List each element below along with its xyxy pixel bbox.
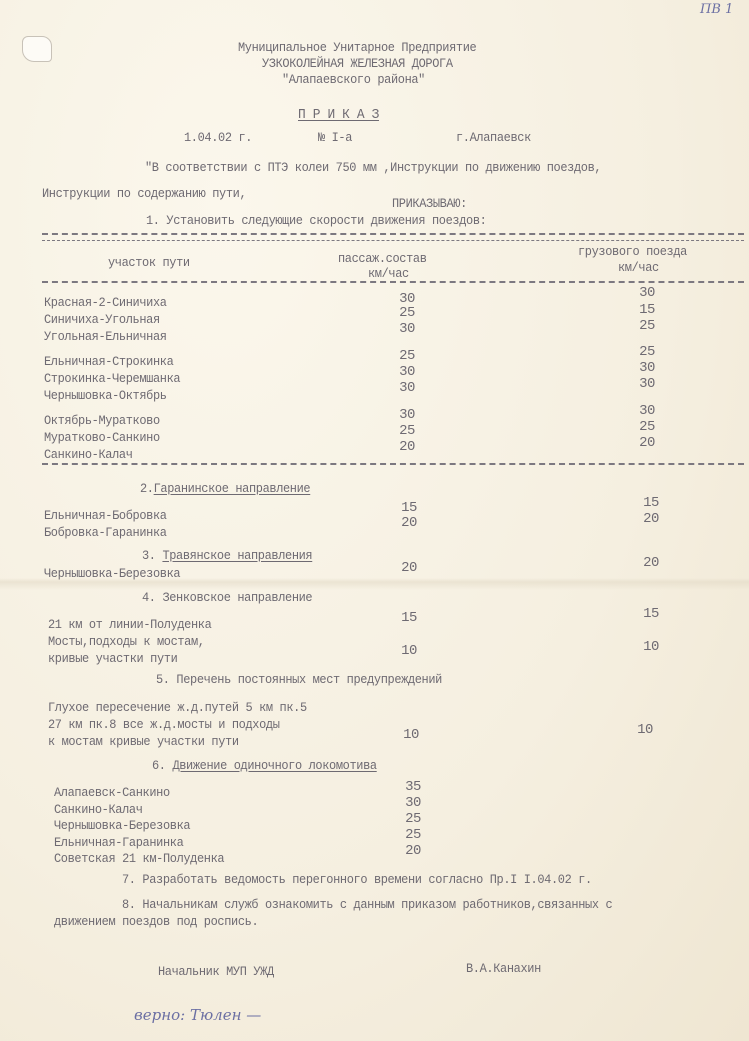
freight-speed: 30 xyxy=(639,403,655,419)
handwritten-certification: верно: Тюлен — xyxy=(134,1006,262,1024)
route-name: Ельничная-Строкинка xyxy=(44,354,174,369)
table-top-rule-2 xyxy=(42,240,744,241)
locomotive-speed: 25 xyxy=(405,827,421,843)
freight-speed: 20 xyxy=(643,511,659,527)
passenger-speed: 15 xyxy=(401,500,417,516)
route-name: Советская 21 км-Полуденка xyxy=(54,851,225,866)
warning-place-line-1: Глухое пересечение ж.д.путей 5 км пк.5 xyxy=(48,700,307,715)
passenger-speed: 25 xyxy=(399,423,415,439)
freight-speed: 25 xyxy=(639,344,655,360)
order-city: г.Алапаевск xyxy=(456,130,531,145)
column-header-freight: грузового поезда xyxy=(578,244,687,259)
table-header-rule xyxy=(42,281,744,283)
header-line-2: УЗКОКОЛЕЙНАЯ ЖЕЛЕЗНАЯ ДОРОГА xyxy=(262,56,453,71)
signatory-position: Начальник МУП УЖД xyxy=(158,964,274,979)
warning-place-line-2: 27 км пк.8 все ж.д.мосты и подходы xyxy=(48,717,280,732)
order-number: № I-а xyxy=(318,130,353,145)
preamble-line-1: "В соответствии с ПТЭ колеи 750 мм ,Инструкции по движению поездов, xyxy=(145,160,602,175)
column-header-freight-unit: км/час xyxy=(618,260,659,275)
route-name: Алапаевск-Санкино xyxy=(54,785,170,800)
item-8-line-1: 8. Начальникам служб ознакомить с данным приказом работников,связанных с xyxy=(122,897,613,912)
section-4-heading xyxy=(142,590,312,605)
freight-speed: 30 xyxy=(639,376,655,392)
freight-speed: 20 xyxy=(639,435,655,451)
passenger-speed: 25 xyxy=(399,348,415,364)
route-name: Санкино-Калач xyxy=(54,802,143,817)
section-3-title: Травянское направления xyxy=(162,548,313,563)
route-name-line-1: Мосты,подходы к мостам, xyxy=(48,634,205,649)
item-1: 1. Установить следующие скорости движения поездов: xyxy=(146,213,487,228)
section-2-title: Гаранинское направление xyxy=(153,481,311,496)
item-7: 7. Разработать ведомость перегонного времени согласно Пр.I I.04.02 г. xyxy=(122,872,592,887)
passenger-speed: 15 xyxy=(401,610,417,626)
passenger-speed: 20 xyxy=(399,439,415,455)
freight-speed: 25 xyxy=(639,419,655,435)
route-name: 21 км от линии-Полуденка xyxy=(48,617,212,632)
section-4-title: Зенковское направление xyxy=(162,590,313,605)
freight-speed: 15 xyxy=(643,495,659,511)
preamble-line-2: Инструкции по содержанию пути, xyxy=(42,186,247,201)
section-4-number: 4. xyxy=(142,590,156,605)
warning-place-line-3: к мостам кривые участки пути xyxy=(48,734,239,749)
header-line-3: "Алапаевского района" xyxy=(282,72,426,87)
route-name: Ельничная-Гаранинка xyxy=(54,835,184,850)
order-word: ПРИКАЗЫВАЮ: xyxy=(392,196,467,211)
passenger-speed: 30 xyxy=(399,407,415,423)
section-5-heading: 5. Перечень постоянных мест предупреждений xyxy=(156,672,442,687)
route-name: Чернышовка-Березовка xyxy=(54,818,191,833)
passenger-speed: 30 xyxy=(399,321,415,337)
route-name-line-2: кривые участки пути xyxy=(48,651,178,666)
route-name: Строкинка-Черемшанка xyxy=(44,371,181,386)
section-6-number: 6. xyxy=(152,758,166,773)
locomotive-speed: 30 xyxy=(405,795,421,811)
column-header-passenger: пассаж.состав xyxy=(338,251,427,266)
route-name: Санкино-Калач xyxy=(44,447,133,462)
corner-handwritten-mark: ПВ 1 xyxy=(700,2,734,17)
paper-tear-mark xyxy=(22,36,52,62)
freight-speed: 15 xyxy=(639,302,655,318)
locomotive-speed: 35 xyxy=(405,779,421,795)
freight-speed: 30 xyxy=(639,285,655,301)
freight-speed: 15 xyxy=(643,606,659,622)
freight-speed: 20 xyxy=(643,555,659,571)
freight-speed: 30 xyxy=(639,360,655,376)
signatory-name: В.А.Канахин xyxy=(466,961,541,976)
route-name: Угольная-Ельничная xyxy=(44,329,167,344)
passenger-speed: 20 xyxy=(401,515,417,531)
route-name: Бобровка-Гаранинка xyxy=(44,525,167,540)
passenger-speed: 20 xyxy=(401,560,417,576)
passenger-speed: 25 xyxy=(399,305,415,321)
header-line-1: Муниципальное Унитарное Предприятие xyxy=(238,40,477,55)
order-date: 1.04.02 г. xyxy=(184,130,253,145)
locomotive-speed: 20 xyxy=(405,843,421,859)
column-header-passenger-unit: км/час xyxy=(368,266,409,281)
route-name: Чернышовка-Октябрь xyxy=(44,388,167,403)
section-6-heading xyxy=(152,758,377,773)
passenger-speed: 10 xyxy=(403,727,419,743)
freight-speed: 25 xyxy=(639,318,655,334)
section-2-number: 2. xyxy=(140,481,154,496)
section-6-title: Движение одиночного локомотива xyxy=(172,758,377,773)
freight-speed: 10 xyxy=(643,639,659,655)
route-name: Красная-2-Синичиха xyxy=(44,295,167,310)
item-8-line-2: движением поездов под роспись. xyxy=(54,914,259,929)
route-name: Чернышовка-Березовка xyxy=(44,566,181,581)
route-name: Ельничная-Бобровка xyxy=(44,508,167,523)
section-3-number: 3. xyxy=(142,548,156,563)
freight-speed: 10 xyxy=(637,722,653,738)
passenger-speed: 30 xyxy=(399,291,415,307)
column-header-section: участок пути xyxy=(108,255,190,270)
section-3-heading xyxy=(142,548,312,563)
locomotive-speed: 25 xyxy=(405,811,421,827)
passenger-speed: 10 xyxy=(401,643,417,659)
route-name: Синичиха-Угольная xyxy=(44,312,160,327)
passenger-speed: 30 xyxy=(399,364,415,380)
section-2-heading xyxy=(140,481,310,496)
route-name: Октябрь-Муратково xyxy=(44,413,160,428)
document-title: П Р И К А З xyxy=(298,107,379,123)
table-top-rule xyxy=(42,233,744,235)
passenger-speed: 30 xyxy=(399,380,415,396)
route-name: Муратково-Санкино xyxy=(44,430,160,445)
section-1-bottom-rule xyxy=(42,463,744,465)
